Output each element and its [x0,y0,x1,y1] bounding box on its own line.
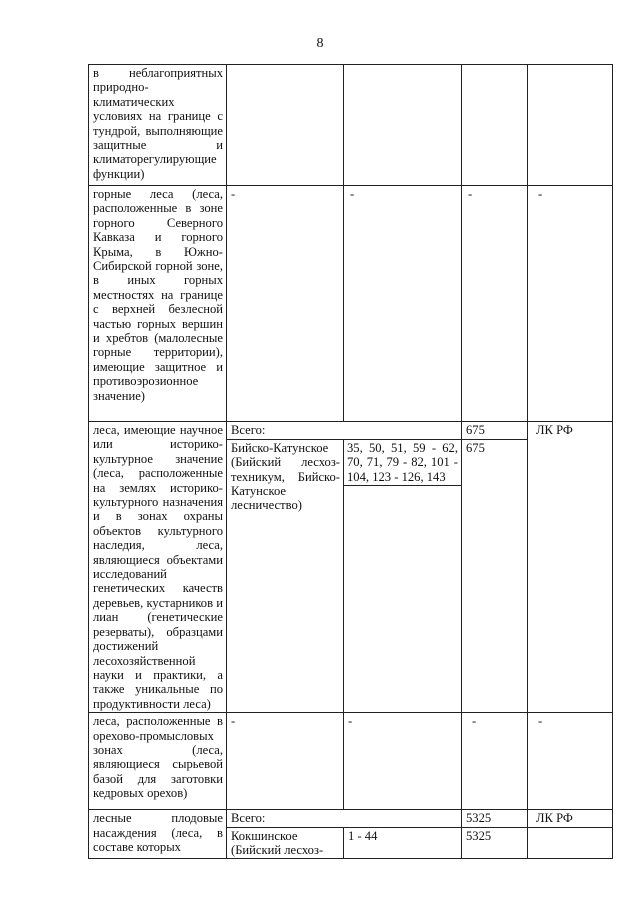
table-row [89,810,613,827]
quarters-cell: 1 - 44 [344,827,462,859]
table-row [89,65,613,186]
area-cell: 5325 [462,827,528,859]
page-number: 8 [316,36,324,51]
category-cell: леса, имеющие научное или историко-культурное значение (леса, расположенные на землях историко-культурного назначения и в зонах охраны объектов культурного наследия, леса, являющиеся объектами исследований генетических качеств деревьев, кустарников и лиан (генетические резерваты), образцами достижений лесохозяйственной науки и практики, а также уникальные по продуктивности леса) [89,422,227,713]
forestry-cell: Бийско-Катунское (Бийский лесхоз-техникум, Бийско-Катунское лесничество) [227,439,344,712]
dash-cell: - [344,713,462,810]
category-cell: горные леса (леса, расположенные в зоне горного Северного Кавказа и горного Крыма, в Южно-Сибирской горной зоне, в иных горных местностях на границе с верхней безлесной частью горных вершин и хребтов (малолесные горные территории), имеющие защитное и противоэрозионное значение) [89,186,227,422]
forestry-cell: Кокшинское (Бийский лесхоз- [227,827,344,859]
table-row [89,713,613,810]
empty-cell [528,65,613,186]
dash-cell: - [528,186,613,422]
empty-cell [528,827,613,859]
quarters-cell [344,439,462,712]
table-row [89,186,613,422]
dash-cell: - [344,186,462,422]
category-cell: лесные плодовые насаждения (леса, в составе которых [89,810,227,859]
category-cell: в неблагоприятных природно-климатических условиях на границе с тундрой, выполняющие защитные и климаторегулирующие функции) [89,65,227,186]
dash-cell: - [227,713,344,810]
dash-cell: - [227,186,344,422]
forest-table [88,64,613,859]
area-cell: 675 [462,439,528,712]
total-label: Всего: [227,422,462,440]
dash-cell: - [462,186,528,422]
quarters-list: 35, 50, 51, 59 - 62, 70, 71, 79 - 82, 101 - 104, 123 - 126, 143 [344,440,461,486]
total-area: 675 [462,422,528,440]
dash-cell: - [528,713,613,810]
total-area: 5325 [462,810,528,827]
empty-cell [227,65,344,186]
basis-cell: ЛК РФ [528,810,613,827]
empty-cell [462,65,528,186]
empty-cell [344,65,462,186]
total-label: Всего: [227,810,462,827]
table-row [89,422,613,440]
dash-cell: - [462,713,528,810]
category-cell: леса, расположенные в орехово-промысловых зонах (леса, являющиеся сырьевой базой для заготовки кедровых орехов) [89,713,227,810]
basis-cell: ЛК РФ [528,422,613,713]
